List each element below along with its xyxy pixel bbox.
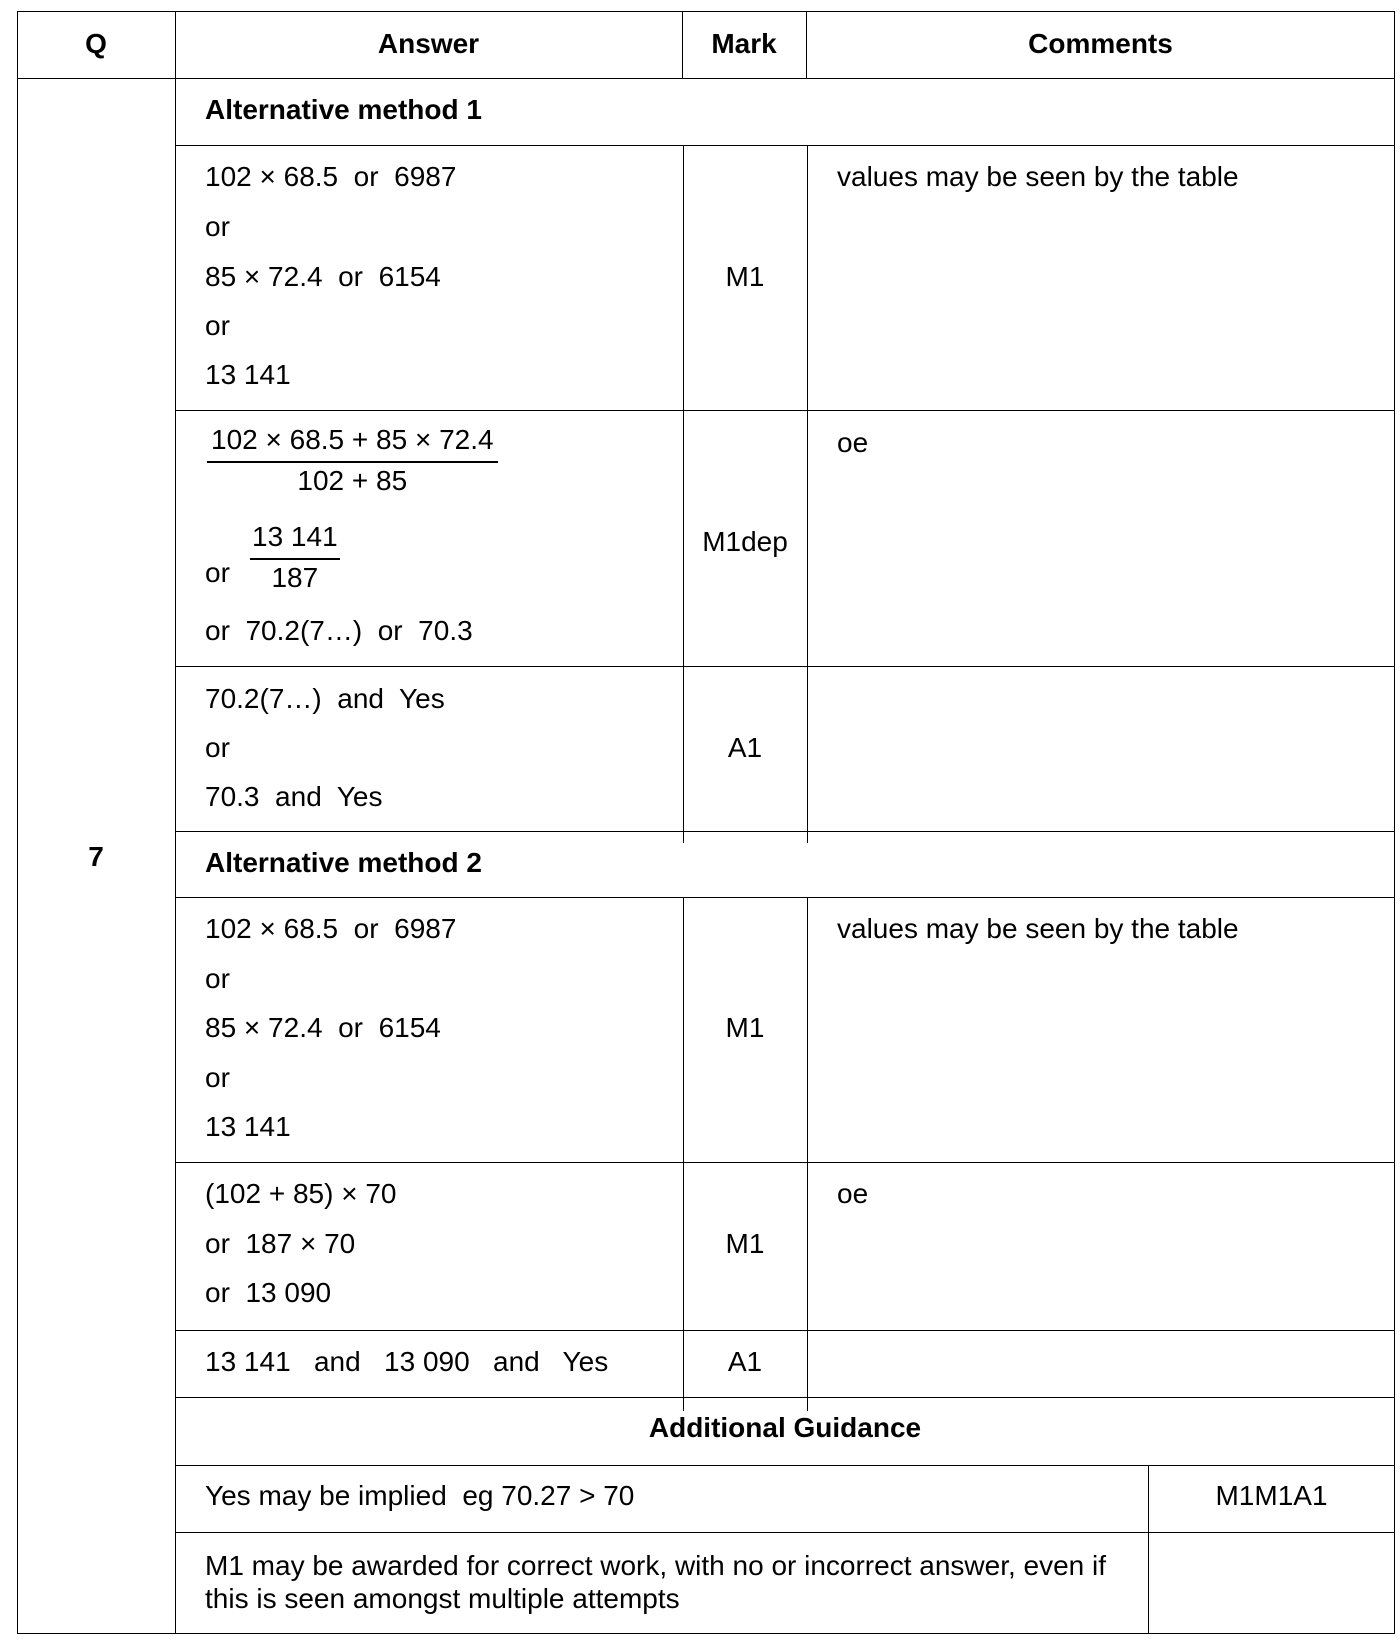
method2-row1-line3: 85 × 72.4 or 6154 bbox=[205, 1012, 441, 1043]
fraction-numerator: 13 141 bbox=[252, 521, 338, 552]
row-divider bbox=[175, 1162, 1395, 1163]
method2-row2-comment: oe bbox=[837, 1178, 869, 1209]
method1-row2-fraction1 bbox=[207, 423, 498, 498]
method1-row2-comment: oe bbox=[837, 427, 869, 458]
method2-row1-comment: values may be seen by the table bbox=[837, 913, 1239, 944]
method1-row3-line2: or bbox=[205, 732, 230, 763]
method1-row2-mark: M1dep bbox=[702, 526, 788, 557]
method1-row1-line3: 85 × 72.4 or 6154 bbox=[205, 261, 441, 292]
q-column-divider bbox=[175, 11, 176, 1634]
fraction-numerator: 102 × 68.5 + 85 × 72.4 bbox=[211, 424, 494, 455]
method1-row1-mark: M1 bbox=[725, 261, 765, 292]
fraction-bar bbox=[250, 558, 340, 560]
row-divider bbox=[175, 145, 1395, 146]
question-number: 7 bbox=[88, 841, 104, 872]
method2-row1-line4: or bbox=[205, 1062, 230, 1093]
header-mark: Mark bbox=[711, 28, 777, 59]
method2-title: Alternative method 2 bbox=[205, 847, 482, 878]
method1-row3-mark: A1 bbox=[727, 732, 763, 763]
table-border-bottom bbox=[17, 1633, 1395, 1634]
mark-divider-m2 bbox=[683, 897, 684, 1411]
method1-row2-fraction2 bbox=[250, 520, 340, 595]
row-divider bbox=[175, 410, 1395, 411]
method1-row3-line3: 70.3 and Yes bbox=[205, 781, 383, 812]
guidance-title: Additional Guidance bbox=[648, 1412, 922, 1443]
row-divider bbox=[175, 666, 1395, 667]
row-divider bbox=[175, 1465, 1395, 1466]
header-comments: Comments bbox=[1028, 28, 1173, 59]
guidance-row1-mark: M1M1A1 bbox=[1215, 1480, 1328, 1511]
fraction-bar bbox=[207, 461, 498, 463]
row-divider bbox=[175, 897, 1395, 898]
method2-row1-line5: 13 141 bbox=[205, 1111, 291, 1142]
fraction-denominator: 102 + 85 bbox=[297, 465, 408, 496]
guidance-row1-text: Yes may be implied eg 70.27 > 70 bbox=[205, 1480, 635, 1511]
row-divider bbox=[175, 1532, 1395, 1533]
method1-row3-line1: 70.2(7…) and Yes bbox=[205, 683, 445, 714]
table-border-left bbox=[17, 11, 18, 1634]
method2-row1-mark: M1 bbox=[725, 1012, 765, 1043]
row-divider bbox=[175, 1330, 1395, 1331]
method2-row1-line2: or bbox=[205, 963, 230, 994]
method2-row2-line2: or 187 × 70 bbox=[205, 1228, 356, 1259]
method1-row1-comment: values may be seen by the table bbox=[837, 161, 1239, 192]
row-divider bbox=[175, 831, 1395, 832]
method2-row2-line3: or 13 090 bbox=[205, 1277, 332, 1308]
method2-row3-line1: 13 141 and 13 090 and Yes bbox=[205, 1346, 609, 1377]
table-border-top bbox=[17, 11, 1395, 12]
method2-row3-mark: A1 bbox=[727, 1346, 763, 1377]
fraction-denominator: 187 bbox=[271, 562, 319, 593]
method2-row1-line1: 102 × 68.5 or 6987 bbox=[205, 913, 457, 944]
table-border-right bbox=[1394, 11, 1395, 1634]
header-q: Q bbox=[85, 28, 107, 59]
method1-row2-line3: or 70.2(7…) or 70.3 bbox=[205, 615, 473, 646]
method2-row2-line1: (102 + 85) × 70 bbox=[205, 1178, 397, 1209]
method2-row2-mark: M1 bbox=[725, 1228, 765, 1259]
mark-scheme-table bbox=[17, 11, 1395, 1634]
row-divider bbox=[175, 1397, 1395, 1398]
header-divider bbox=[17, 78, 1395, 79]
method1-row1-line2: or bbox=[205, 211, 230, 242]
guidance-row2-text: M1 may be awarded for correct work, with no or incorrect answer, even if this is seen amongst multiple attempts bbox=[205, 1550, 1107, 1614]
method1-row1-line5: 13 141 bbox=[205, 359, 291, 390]
method1-title: Alternative method 1 bbox=[205, 94, 482, 125]
comment-divider-m1 bbox=[807, 145, 808, 843]
method1-row1-line4: or bbox=[205, 310, 230, 341]
method1-row1-line1: 102 × 68.5 or 6987 bbox=[205, 161, 457, 192]
method1-row2-or: or bbox=[205, 557, 230, 588]
header-answer: Answer bbox=[377, 28, 480, 59]
comment-divider-m2 bbox=[807, 897, 808, 1411]
